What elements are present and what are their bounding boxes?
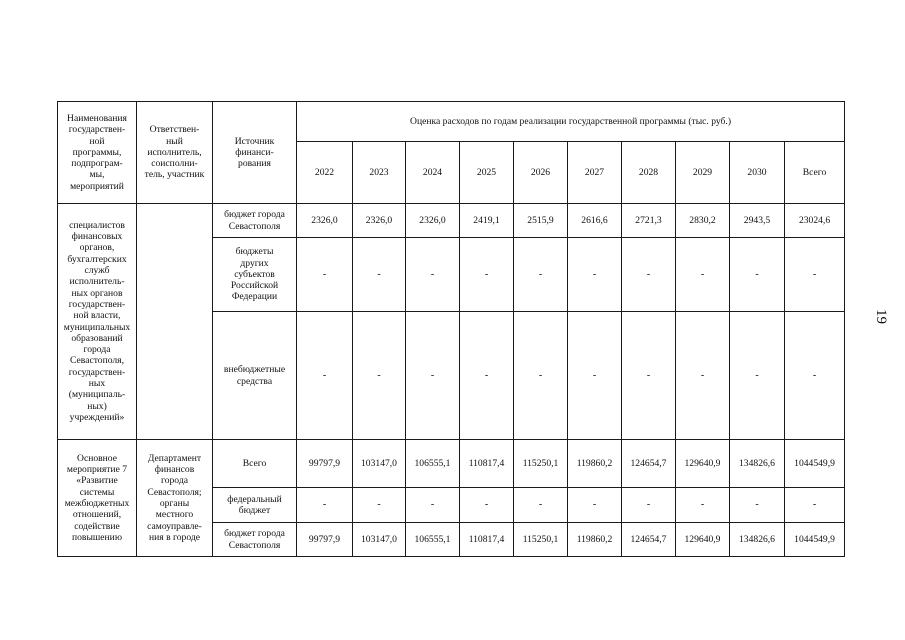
source-cell: внебюджетные средства	[213, 312, 297, 440]
table-row	[58, 440, 845, 488]
table-row	[58, 204, 845, 238]
header-year: 2028	[622, 142, 676, 204]
value-cell: 2616,6	[568, 204, 622, 238]
program-name-cell: Основное мероприятие 7 «Развитие системы межбюджетных отношений, содействие повышению	[58, 440, 137, 557]
value-cell: 2830,2	[676, 204, 730, 238]
responsible-cell	[137, 204, 213, 440]
value-cell: -	[460, 312, 514, 440]
value-cell: -	[460, 238, 514, 312]
value-cell: -	[297, 488, 353, 523]
value-cell: 2943,5	[730, 204, 785, 238]
source-cell: Всего	[213, 440, 297, 488]
total-cell: 1044549,9	[785, 440, 845, 488]
total-cell: -	[785, 238, 845, 312]
value-cell: -	[514, 488, 568, 523]
responsible-cell: Департамент финансов города Севастополя; органы местного самоуправле- ния в городе	[137, 440, 213, 557]
header-year: 2027	[568, 142, 622, 204]
value-cell: 124654,7	[622, 523, 676, 557]
value-cell: 110817,4	[460, 440, 514, 488]
value-cell: -	[353, 312, 406, 440]
value-cell: 119860,2	[568, 523, 622, 557]
value-cell: 115250,1	[514, 523, 568, 557]
header-year: 2022	[297, 142, 353, 204]
header-total: Всего	[785, 142, 845, 204]
value-cell: -	[406, 488, 460, 523]
value-cell: -	[730, 488, 785, 523]
value-cell: -	[460, 488, 514, 523]
value-cell: -	[730, 238, 785, 312]
value-cell: 134826,6	[730, 440, 785, 488]
value-cell: -	[353, 488, 406, 523]
value-cell: 2515,9	[514, 204, 568, 238]
page-number: 19	[873, 309, 889, 324]
header-year: 2026	[514, 142, 568, 204]
header-estimate: Оценка расходов по годам реализации государственной программы (тыс. руб.)	[297, 102, 845, 142]
table-header	[58, 102, 845, 204]
total-cell: -	[785, 488, 845, 523]
source-cell: бюджет города Севастополя	[213, 523, 297, 557]
value-cell: -	[353, 238, 406, 312]
value-cell: -	[568, 238, 622, 312]
total-cell: 23024,6	[785, 204, 845, 238]
header-year: 2029	[676, 142, 730, 204]
total-cell: 1044549,9	[785, 523, 845, 557]
value-cell: 115250,1	[514, 440, 568, 488]
value-cell: 2326,0	[406, 204, 460, 238]
total-cell: -	[785, 312, 845, 440]
value-cell: 106555,1	[406, 523, 460, 557]
value-cell: -	[622, 238, 676, 312]
value-cell: -	[568, 488, 622, 523]
budget-table	[57, 101, 845, 557]
value-cell: -	[568, 312, 622, 440]
value-cell: 2419,1	[460, 204, 514, 238]
value-cell: -	[514, 238, 568, 312]
value-cell: -	[676, 238, 730, 312]
header-year: 2030	[730, 142, 785, 204]
value-cell: 129640,9	[676, 523, 730, 557]
value-cell: 2721,3	[622, 204, 676, 238]
value-cell: -	[730, 312, 785, 440]
value-cell: 103147,0	[353, 523, 406, 557]
source-cell: федеральный бюджет	[213, 488, 297, 523]
value-cell: 106555,1	[406, 440, 460, 488]
value-cell: -	[297, 238, 353, 312]
value-cell: 2326,0	[353, 204, 406, 238]
value-cell: 103147,0	[353, 440, 406, 488]
header-name: Наименования государствен- ной программы, подпрограм- мы, мероприятий	[58, 102, 137, 204]
header-year: 2025	[460, 142, 514, 204]
value-cell: 124654,7	[622, 440, 676, 488]
program-name-cell: специалистов финансовых органов, бухгалтерских служб исполнитель- ных органов государствен- ной власти, муниципальных образований города Севастополя, государствен- ных (муниципаль- ных) учреждений»	[58, 204, 137, 440]
value-cell: 99797,9	[297, 523, 353, 557]
header-year: 2024	[406, 142, 460, 204]
value-cell: -	[676, 312, 730, 440]
value-cell: 134826,6	[730, 523, 785, 557]
value-cell: -	[514, 312, 568, 440]
value-cell: -	[622, 312, 676, 440]
header-year: 2023	[353, 142, 406, 204]
value-cell: -	[676, 488, 730, 523]
value-cell: 110817,4	[460, 523, 514, 557]
source-cell: бюджеты других субъектов Российской Федерации	[213, 238, 297, 312]
value-cell: -	[297, 312, 353, 440]
header-source: Источник финанси- рования	[213, 102, 297, 204]
value-cell: 119860,2	[568, 440, 622, 488]
value-cell: 99797,9	[297, 440, 353, 488]
value-cell: 129640,9	[676, 440, 730, 488]
table-body	[58, 204, 845, 557]
source-cell: бюджет города Севастополя	[213, 204, 297, 238]
header-responsible: Ответствен- ный исполнитель, соисполни- тель, участник	[137, 102, 213, 204]
value-cell: -	[406, 238, 460, 312]
value-cell: -	[406, 312, 460, 440]
value-cell: 2326,0	[297, 204, 353, 238]
value-cell: -	[622, 488, 676, 523]
